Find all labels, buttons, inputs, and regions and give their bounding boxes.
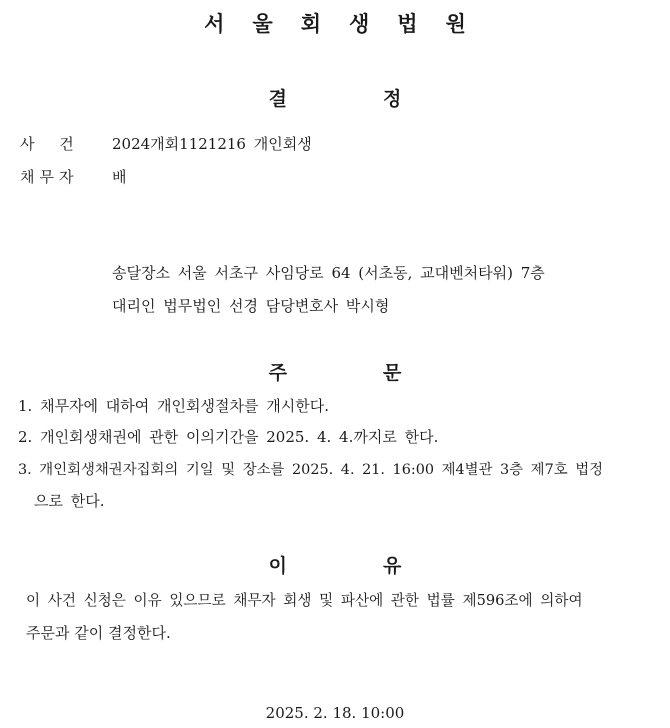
order-heading-left: 주	[268, 362, 287, 384]
case-number-label: 사 건	[20, 135, 84, 153]
order-heading	[0, 358, 670, 385]
case-number-row	[20, 133, 312, 154]
reason-heading	[0, 551, 670, 578]
reason-heading-right: 유	[383, 555, 402, 577]
title-left: 결	[268, 88, 287, 110]
reason-line-2: 주문과 같이 결정한다.	[26, 624, 171, 642]
order-item-3: 3. 개인회생채권자집회의 기일 및 장소를 2025. 4. 21. 16:00 제4별관 3층 제7호 법정	[18, 462, 604, 478]
order-item-2: 2. 개인회생채권에 관한 이의기간을 2025. 4. 4.까지로 한다.	[18, 428, 439, 446]
court-name: 서울회생법원	[204, 12, 494, 36]
order-item-3-cont: 으로 한다.	[34, 492, 105, 510]
debtor-label: 채무자	[20, 168, 79, 186]
order-item-1: 1. 채무자에 대하여 개인회생절차를 개시한다.	[18, 397, 329, 415]
document-title	[0, 84, 670, 111]
debtor-value: 배	[112, 168, 127, 186]
reason-line-1: 이 사건 신청은 이유 있으므로 채무자 회생 및 파산에 관한 법률 제596조에 의하여	[26, 592, 583, 609]
reason-heading-left: 이	[268, 555, 287, 577]
decision-date: 2025. 2. 18. 10:00	[265, 704, 405, 722]
service-address: 송달장소 서울 서초구 사임당로 64 (서초동, 교대벤처타워) 7층	[112, 264, 545, 282]
case-number-value: 2024개회1121216 개인회생	[112, 135, 312, 153]
service-agent: 대리인 법무법인 선경 담당변호사 박시형	[112, 297, 390, 315]
title-right: 정	[383, 88, 402, 110]
debtor-row	[20, 166, 127, 187]
order-heading-right: 문	[383, 362, 402, 384]
